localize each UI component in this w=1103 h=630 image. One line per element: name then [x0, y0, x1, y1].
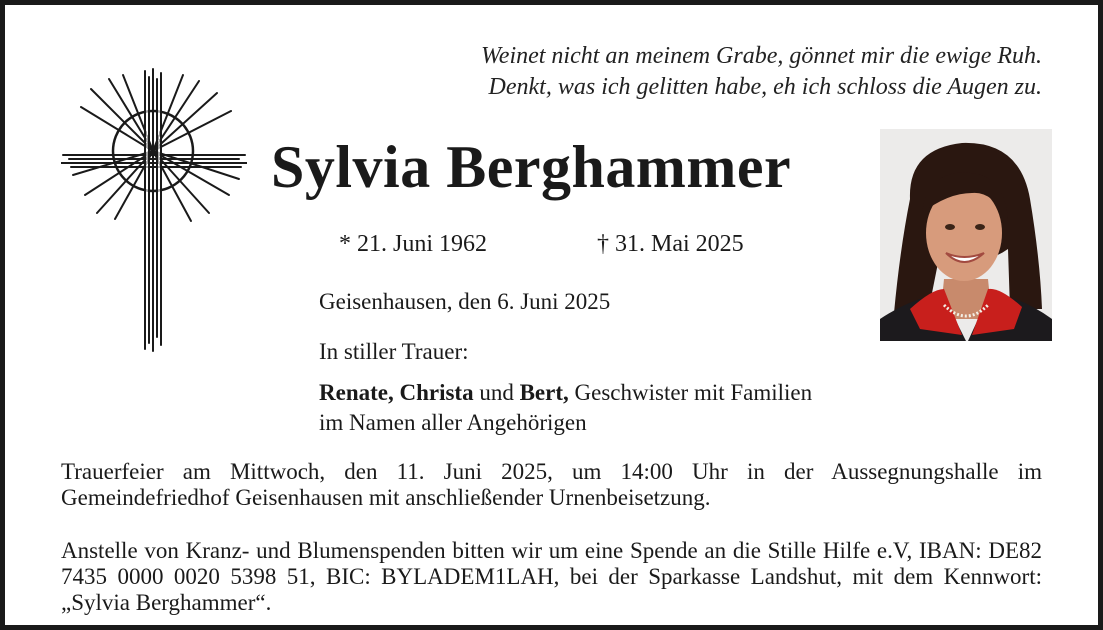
mourning-label: In stiller Trauer: [319, 339, 469, 364]
portrait-illustration [880, 129, 1052, 341]
cross-with-sun-rays-icon [61, 67, 247, 353]
mourner-names-2: Bert, [519, 380, 569, 405]
verse-line-2: Denkt, was ich gelitten habe, eh ich schloss die Augen zu. [488, 74, 1042, 100]
verse [481, 41, 1042, 103]
birth-date: * 21. Juni 1962 [339, 231, 488, 257]
mourners-and: und [473, 380, 520, 405]
funeral-text: Trauerfeier am Mittwoch, den 11. Juni 2025, um 14:00 Uhr in der Aussegnungshalle im Gemeindefriedhof Geisenhausen mit anschließender Urnenbeisetzung. [61, 459, 1042, 510]
place-date: Geisenhausen, den 6. Juni 2025 [319, 289, 611, 314]
deceased-name: Sylvia Berghammer [271, 134, 792, 200]
death-date: † 31. Mai 2025 [597, 231, 744, 257]
mourners-line-2: im Namen aller Angehörigen [319, 410, 587, 435]
mourners [319, 378, 812, 438]
portrait-photo [880, 129, 1052, 341]
mourners-line-1 [319, 378, 812, 408]
mourner-names-1: Renate, Christa [319, 380, 474, 405]
verse-line-1: Weinet nicht an meinem Grabe, gönnet mir die ewige Ruh. [481, 43, 1042, 69]
mourners-relation: Geschwister mit Familien [568, 380, 813, 405]
donation-text: Anstelle von Kranz- und Blumenspenden bitten wir um eine Spende an die Stille Hilfe e.V, IBAN: DE82 7435 0000 0020 5398 51, BIC: BYLADEM1LAH, bei der Sparkasse Landshut, mit dem Kennwort: „Sylvia Berghammer“. [61, 538, 1042, 615]
